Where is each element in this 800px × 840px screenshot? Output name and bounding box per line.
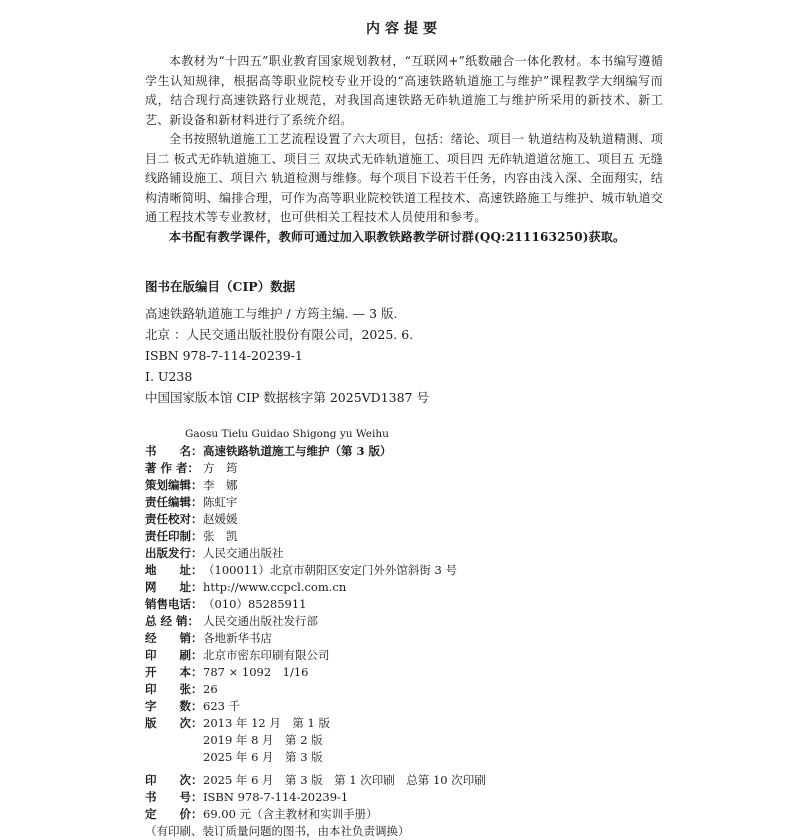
edition-row: 2025 年 6 月 第 3 版 xyxy=(203,750,323,764)
quality-note: （有印刷、装订质量问题的图书，由本社负责调换） xyxy=(145,824,410,838)
info-label: 经 销： xyxy=(145,631,203,645)
info-value: 787 × 1092 1/16 xyxy=(203,665,309,679)
info-label: 责任编辑： xyxy=(145,495,203,509)
info-label: 地 址： xyxy=(145,563,203,577)
info-row xyxy=(145,630,663,647)
cip-line-record: 中国国家版本馆 CIP 数据核字第 2025VD1387 号 xyxy=(145,390,429,405)
info-label: 总 经 销： xyxy=(145,614,200,628)
info-row xyxy=(145,579,663,596)
info-row xyxy=(145,664,663,681)
book-info xyxy=(145,443,663,840)
info-value: 李 娜 xyxy=(203,478,238,492)
info-value: 北京市密东印刷有限公司 xyxy=(203,648,330,662)
info-label: 开 本： xyxy=(145,665,203,679)
info-value: （010）85285911 xyxy=(203,597,307,611)
info-label: 版 次： xyxy=(145,716,203,730)
info-row xyxy=(145,806,663,823)
info-label: 书 名： xyxy=(145,444,203,458)
info-label: 著 作 者： xyxy=(145,461,200,475)
info-value: 赵媛媛 xyxy=(203,512,238,526)
info-label: 责任校对： xyxy=(145,512,203,526)
info-value: ISBN 978-7-114-20239-1 xyxy=(203,790,349,804)
info-value: 张 凯 xyxy=(203,529,238,543)
info-row xyxy=(145,443,663,460)
info-row xyxy=(145,715,663,732)
info-row xyxy=(145,460,663,477)
info-value: 623 千 xyxy=(203,699,241,713)
info-value: 人民交通出版社发行部 xyxy=(203,614,318,628)
info-row xyxy=(145,772,663,789)
info-row xyxy=(145,494,663,511)
info-value: 方 筠 xyxy=(203,461,238,475)
cip-line-isbn: ISBN 978-7-114-20239-1 xyxy=(145,348,303,363)
edition-row: 2019 年 8 月 第 2 版 xyxy=(203,733,323,747)
info-value: http://www.ccpcl.com.cn xyxy=(203,580,347,594)
info-value: 2013 年 12 月 第 1 版 xyxy=(203,716,330,730)
info-value: 高速铁路轨道施工与维护（第 3 版） xyxy=(203,444,392,458)
info-label: 销售电话： xyxy=(145,597,203,611)
info-row xyxy=(145,681,663,698)
info-row xyxy=(145,545,663,562)
info-row xyxy=(145,613,663,630)
info-label: 印 次： xyxy=(145,773,203,787)
info-row xyxy=(145,477,663,494)
info-label: 书 号： xyxy=(145,790,203,804)
summary-paragraph-1: 本教材为“十四五”职业教育国家规划教材，“互联网+”纸数融合一体化教材。本书编写遵循学生认知规律，根据高等职业院校专业开设的“高速铁路轨道施工与维护”课程教学大纲编写而成，结合现行高速铁路行业规范，对我国高速铁路无砟轨道施工与维护所采用的新技术、新工艺、新设备和新材料进行了系统介绍。 xyxy=(145,54,663,127)
info-value: 各地新华书店 xyxy=(203,631,272,645)
info-value: 2025 年 6 月 第 3 版 第 1 次印刷 总第 10 次印刷 xyxy=(203,773,486,787)
copyright-page xyxy=(145,18,663,840)
pinyin-title: Gaosu Tielu Guidao Shigong yu Weihu xyxy=(185,428,389,440)
info-value: 人民交通出版社 xyxy=(203,546,284,560)
info-label: 字 数： xyxy=(145,699,203,713)
info-row xyxy=(145,698,663,715)
info-value: （100011）北京市朝阳区安定门外外馆斜街 3 号 xyxy=(203,563,458,577)
info-label: 策划编辑： xyxy=(145,478,203,492)
summary-title: 内容提要 xyxy=(366,21,442,37)
cip-line-classification: Ⅰ. U238 xyxy=(145,369,193,384)
summary-paragraph-2: 全书按照轨道施工工艺流程设置了六大项目，包括：绪论、项目一 轨道结构及轨道精测、项目二 板式无砟轨道施工、项目三 双块式无砟轨道施工、项目四 无砟轨道道岔施工、项目五 无缝线路铺设施工、项目六 轨道检测与维修。每个项目下设若干任务，内容由浅入深、全面翔实，结构清晰简明、编排合理，可作为高等职业院校铁道工程技术、高速铁路施工与维护、城市轨道交通工程技术等专业教材，也可供相关工程技术人员使用和参考。 xyxy=(145,132,663,224)
info-row xyxy=(145,789,663,806)
info-label: 印 刷： xyxy=(145,648,203,662)
info-value: 陈虹宇 xyxy=(203,495,238,509)
info-label: 出版发行： xyxy=(145,546,203,560)
cip-line-title: 高速铁路轨道施工与维护 / 方筠主编. — 3 版. xyxy=(145,306,398,321)
cip-line-publisher: 北京 ：人民交通出版社股份有限公司，2025. 6. xyxy=(145,327,414,342)
summary-paragraph-3: 本书配有教学课件，教师可通过加入职教铁路教学研讨群(QQ:211163250)获取。 xyxy=(169,229,626,244)
info-label: 定 价： xyxy=(145,807,203,821)
info-row xyxy=(145,562,663,579)
info-row xyxy=(145,647,663,664)
info-row xyxy=(145,596,663,613)
info-value: 69.00 元（含主教材和实训手册） xyxy=(203,807,378,821)
info-row xyxy=(145,511,663,528)
info-value: 26 xyxy=(203,682,218,696)
cip-heading: 图书在版编目（CIP）数据 xyxy=(145,279,296,294)
info-label: 印 张： xyxy=(145,682,203,696)
info-row xyxy=(145,528,663,545)
info-label: 责任印制： xyxy=(145,529,203,543)
info-label: 网 址： xyxy=(145,580,203,594)
